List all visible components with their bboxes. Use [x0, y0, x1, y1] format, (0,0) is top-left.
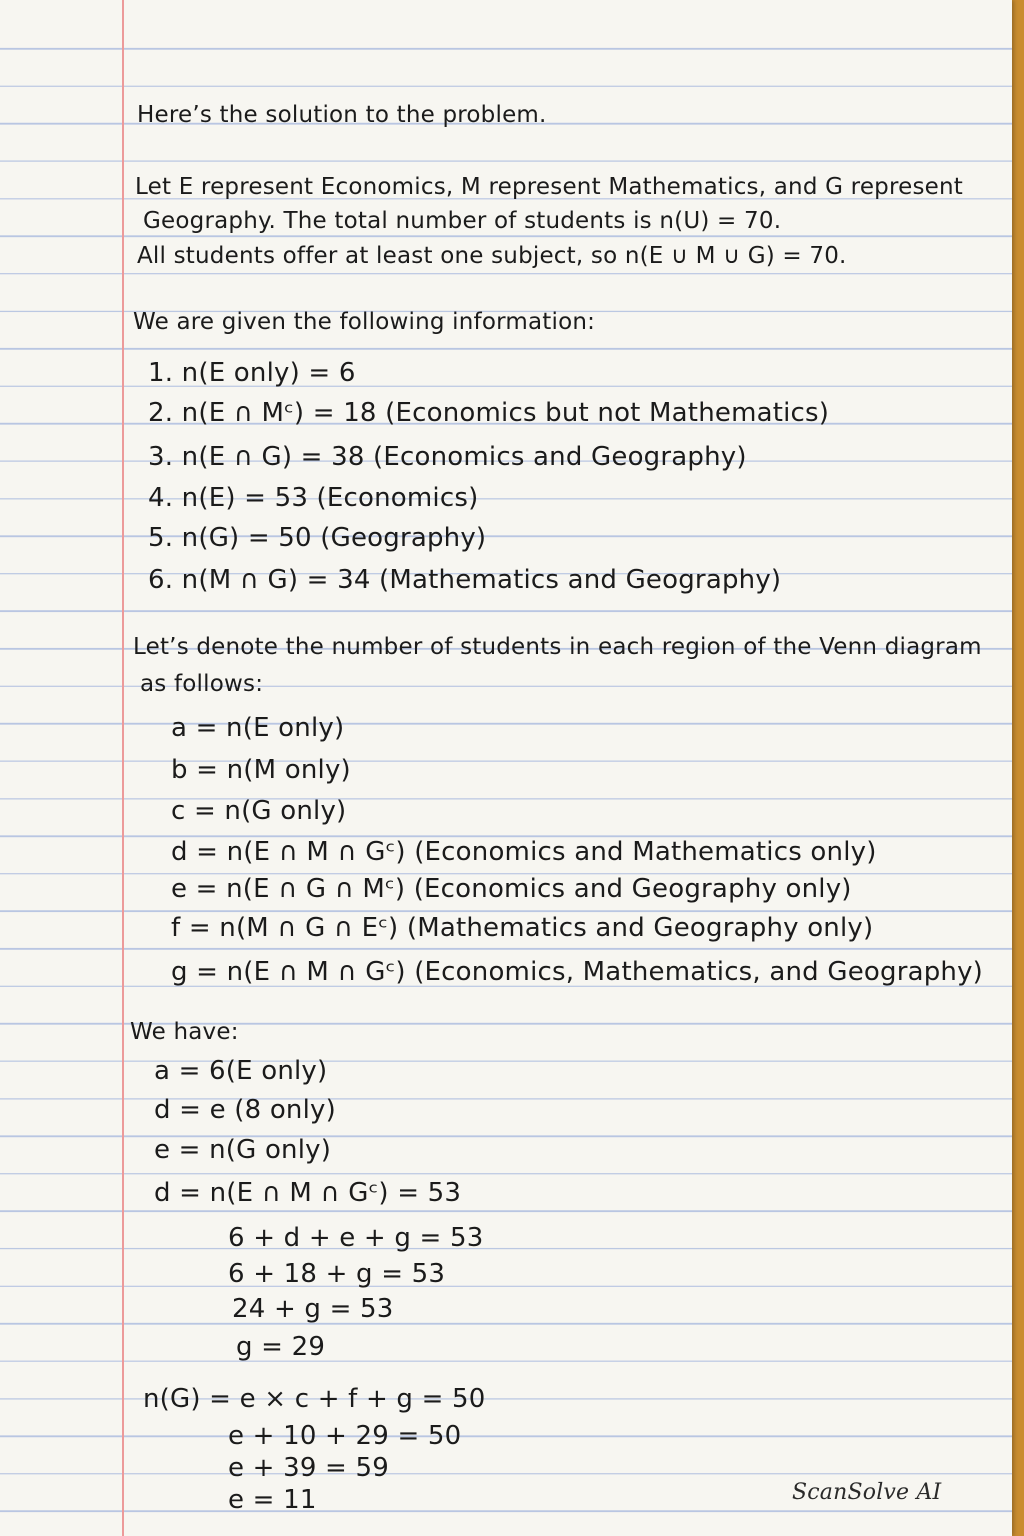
- region-c: c = n(G only): [171, 796, 347, 826]
- intro-text: Here’s the solution to the problem.: [137, 102, 547, 128]
- region-g: g = n(E ∩ M ∩ Gᶜ) (Economics, Mathematics, and Geography): [171, 957, 984, 987]
- given-item-4: 4. n(E) = 53 (Economics): [148, 483, 479, 513]
- calc2-line-1: e + 10 + 29 = 50: [228, 1421, 462, 1451]
- given-item-6: 6. n(M ∩ G) = 34 (Mathematics and Geography): [148, 565, 782, 595]
- region-b: b = n(M only): [171, 755, 351, 785]
- calc2-heading: n(G) = e × c + f + g = 50: [143, 1384, 486, 1414]
- have-line-1: a = 6(E only): [154, 1056, 328, 1086]
- calc2-line-3: e = 11: [228, 1485, 317, 1515]
- signature: ScanSolve AI: [792, 1480, 942, 1505]
- given-item-5: 5. n(G) = 50 (Geography): [148, 523, 487, 553]
- margin-line: [122, 0, 124, 1536]
- setup-line-2: Geography. The total number of students is n(U) = 70.: [143, 208, 782, 234]
- setup-line-3: All students offer at least one subject, so n(E ∪ M ∪ G) = 70.: [137, 243, 847, 269]
- region-d: d = n(E ∩ M ∩ Gᶜ) (Economics and Mathematics only): [171, 837, 877, 867]
- have-line-3: e = n(G only): [154, 1135, 332, 1165]
- calc1-line-3: 24 + g = 53: [232, 1294, 394, 1324]
- have-heading: We have:: [130, 1019, 239, 1045]
- have-line-2: d = e (8 only): [154, 1095, 336, 1125]
- denote-line-2: as follows:: [140, 671, 264, 697]
- given-heading: We are given the following information:: [133, 309, 596, 335]
- calc1-line-1: 6 + d + e + g = 53: [228, 1223, 484, 1253]
- region-f: f = n(M ∩ G ∩ Eᶜ) (Mathematics and Geography only): [171, 913, 874, 943]
- region-a: a = n(E only): [171, 713, 345, 743]
- have-line-4: d = n(E ∩ M ∩ Gᶜ) = 53: [154, 1178, 462, 1208]
- calc1-line-2: 6 + 18 + g = 53: [228, 1259, 446, 1289]
- denote-line-1: Let’s denote the number of students in each region of the Venn diagram: [133, 634, 982, 660]
- calc1-line-4: g = 29: [236, 1332, 326, 1362]
- given-item-3: 3. n(E ∩ G) = 38 (Economics and Geography): [148, 442, 747, 472]
- calc2-line-2: e + 39 = 59: [228, 1453, 389, 1483]
- region-e: e = n(E ∩ G ∩ Mᶜ) (Economics and Geography only): [171, 874, 852, 904]
- given-item-1: 1. n(E only) = 6: [148, 358, 356, 388]
- given-item-2: 2. n(E ∩ Mᶜ) = 18 (Economics but not Mathematics): [148, 398, 830, 428]
- setup-line-1: Let E represent Economics, M represent Mathematics, and G represent: [135, 174, 964, 200]
